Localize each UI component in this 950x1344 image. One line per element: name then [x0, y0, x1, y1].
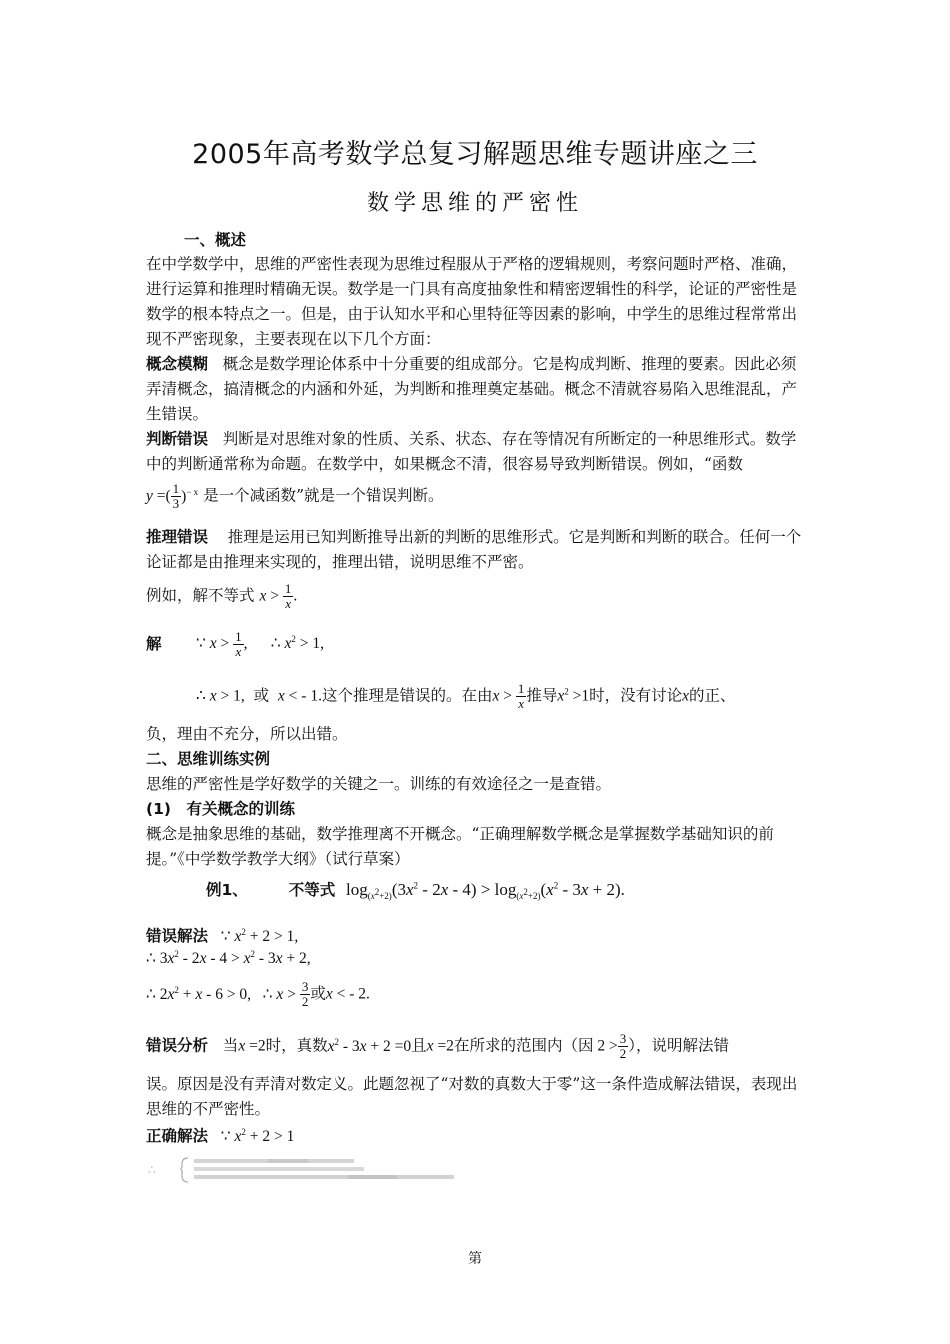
function-formula: y: [146, 487, 153, 505]
wrong-step-2: ∴ $2x^2 + x - 6 > 0$, ∴ x > $\frac{3}{2}$ 或x < - 2.: [146, 979, 370, 1009]
solution-line: [146, 632, 162, 654]
reason-d: 的正、: [689, 686, 736, 705]
document-title: 2005年高考数学总复习解题思维专题讲座之三: [192, 139, 758, 170]
correct-label: 正确解法: [146, 1127, 209, 1145]
analysis-a: 当: [222, 1036, 239, 1055]
section2-sub-text: 概念是抽象思维的基础，数学推理离不开概念。“正确理解数学概念是掌握数学基础知识的前提。”《中学数学教学大纲》（试行草案）: [146, 825, 774, 868]
analysis-e: ），说明解法错: [628, 1036, 729, 1055]
reason-b: 推导: [526, 686, 558, 705]
wrong-step-1: ∴ $3x^2 - 2x - 4 > x^2 - 3x + 2$,: [146, 949, 311, 968]
correct-solution-line: 正确解法 ∵ $x^2 + 2 > 1$: [146, 1126, 295, 1145]
judge-label: 判断错误: [146, 430, 209, 448]
example1-line: [206, 878, 335, 900]
judge-tail: 是一个减函数”就是一个错误判断。: [203, 486, 444, 505]
document-subtitle: 数学思维的严密性: [366, 191, 583, 216]
solution-formula: ∵ x > $\frac{1}{x}$ , ∴ $x^2 > 1$,: [196, 629, 325, 659]
example1-word: 不等式: [288, 881, 336, 899]
faded-equation-system-image: [148, 1154, 468, 1184]
reason-c: 时，没有讨论: [589, 686, 683, 705]
example1-label: 例1、: [206, 881, 248, 899]
section2-sub-heading: (1) 有关概念的训练: [146, 800, 295, 818]
reason-e: 负，理由不充分，所以出错。: [146, 725, 348, 743]
or-word: 或: [253, 686, 270, 705]
concept-paragraph: [146, 352, 806, 427]
example-line: 例如，解不等式 x > $\frac{1}{x}$ .: [146, 581, 298, 611]
section1-intro: 在中学数学中，思维的严密性表现为思维过程服从于严格的逻辑规则，考察问题时严格、准确，进行运算和推理时精确无误。数学是一门具有高度抽象性和精密逻辑性的科学，论证的严密性是数学的根本特点之一。但是，由于认知水平和心里特征等因素的影响，中学生的思维过程常常出现不严密现象，主要表现在以下几个方面：: [146, 255, 798, 348]
section1-heading: 一、概述: [184, 231, 247, 249]
analysis-line: 错误分析 当x =2时，真数$x^2 - 3x + 2 =0$且x =2在所求的范围内（因 2 > $\frac{3}{2}$ ），说明解法错: [146, 1031, 729, 1061]
analysis-f: 误。原因是没有弄清对数定义。此题忽视了“对数的真数大于零”这一条件造成解法错误，表现出思维的不严密性。: [146, 1075, 798, 1118]
huo-word: 或: [310, 984, 326, 1003]
concept-label: 概念模糊: [146, 355, 209, 373]
section2-intro: 思维的严密性是学好数学的关键之一。训练的有效途径之一是查错。: [146, 775, 612, 793]
analysis-label: 错误分析: [146, 1036, 209, 1055]
analysis-c: 且: [411, 1036, 427, 1055]
reason-a: 这个推理是错误的。在由: [321, 686, 493, 705]
reason-line: ∴ x > 1, 或 x < - 1.这个推理是错误的。在由x > $\frac{1}{x}$ 推导$x^2 >1$时，没有讨论x的正、: [196, 681, 736, 711]
one-third-fraction: $\frac{1}{3}$: [172, 481, 180, 511]
analysis-d: 在所求的范围内（因: [453, 1036, 594, 1055]
one-over-x-fraction: $\frac{1}{x}$: [284, 581, 292, 611]
page-footer: 第: [468, 1251, 482, 1267]
example-prefix: 例如，解不等式: [146, 586, 255, 605]
infer-paragraph: [146, 525, 806, 575]
wrong-label: 错误解法: [146, 927, 209, 945]
judge-paragraph: [146, 427, 806, 477]
concept-text: 概念是数学理论体系中十分重要的组成部分。它是构成判断、推理的要素。因此必须弄清概念，搞清概念的内涵和外延，为判断和推理奠定基础。概念不清就容易陷入思维混乱，产生错误。: [146, 355, 798, 423]
section2-heading: 二、思维训练实例: [146, 750, 271, 768]
analysis-b: 时，真数: [265, 1036, 328, 1055]
judge-text: 判断是对思维对象的性质、关系、状态、存在等情况有所断定的一种思维形式。数学中的判断通常称为命题。在数学中，如果概念不清，很容易导致判断错误。例如，“函数: [146, 430, 797, 473]
infer-text: 推理是运用已知判断推导出新的判断的思维形式。它是判断和判断的联合。任何一个论证都是由推理来实现的，推理出错，说明思维不严密。: [146, 528, 802, 571]
judge-formula-line: y =( $\frac{1}{3}$ )$^{- x}$ 是一个减函数”就是一个错误判断。: [146, 481, 444, 511]
infer-label: 推理错误: [146, 528, 209, 546]
svg-text:∴: ∴: [148, 1163, 156, 1177]
solve-label: 解: [146, 635, 162, 653]
example1-inequality: $\log_{(x^2+2)}(3x^2 - 2x - 4) > \log_{(x^2+2)}(x^2 - 3x + 2)$.: [346, 880, 625, 902]
wrong-solution-line: 错误解法 ∵ $x^2 + 2 > 1$,: [146, 926, 299, 945]
